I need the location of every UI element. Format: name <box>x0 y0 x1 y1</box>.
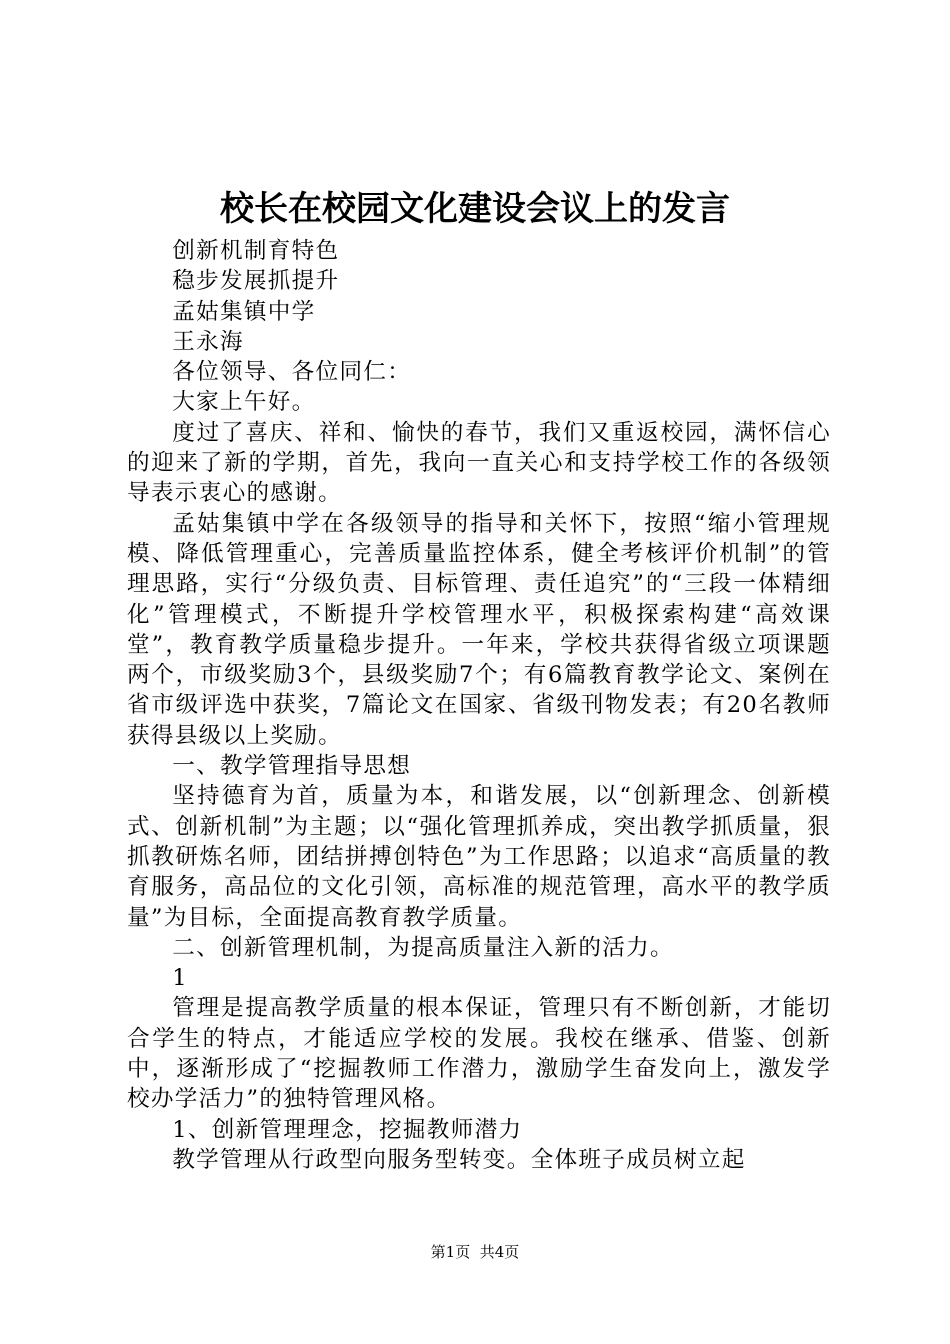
paragraph-service: 教学管理从行政型向服务型转变。全体班子成员树立起 <box>172 1146 746 1173</box>
paragraph-achievements: 孟姑集镇中学在各级领导的指导和关怀下，按照“缩小管理规模、降低管理重心，完善质量监控体系，健全考核评价机制”的管理思路，实行“分级负责、目标管理、责任追究”的“三段一体精细化”管理模式，不断提升学校管理水平，积极探索构建“高效课堂”，教育教学质量稳步提升。一年来，学校共获得省级立项课题两个，市级奖励3个，县级奖励7个；有6篇教育教学论文、案例在省市级评选中获奖，7篇论文在国家、省级刊物发表；有20名教师获得县级以上奖励。 <box>127 510 831 749</box>
paragraph-guiding-ideas: 坚持德育为首，质量为本，和谐发展，以“创新理念、创新模式、创新机制”为主题；以“强化管理抓养成，突出教学抓质量，狠抓教研炼名师，团结拼搏创特色”为工作思路；以追求“高质量的教育服务，高品位的文化引领，高标准的规范管理，高水平的教学质量”为目标，全面提高教育教学质量。 <box>127 783 831 931</box>
footer-gap <box>470 1243 480 1261</box>
document-title: 校长在校园文化建设会议上的发言 <box>220 189 730 229</box>
stray-number: 1 <box>172 965 188 992</box>
school-name: 孟姑集镇中学 <box>172 298 316 325</box>
subsection-heading-1: 1、创新管理理念，挖掘教师潜力 <box>172 1116 523 1143</box>
subtitle-line-1: 创新机制育特色 <box>172 238 340 264</box>
document-body <box>127 236 831 1175</box>
section-heading-2: 二、创新管理机制，为提高质量注入新的活力。 <box>172 934 674 961</box>
page-number: 第1页 <box>430 1243 471 1261</box>
page-footer <box>0 1242 950 1262</box>
paragraph-intro: 度过了喜庆、祥和、愉快的春节，我们又重返校园，满怀信心的迎来了新的学期，首先，我向一直关心和支持学校工作的各级领导表示衷心的感谢。 <box>127 419 831 507</box>
section-heading-1: 一、教学管理指导思想 <box>172 753 412 780</box>
subtitle-line-2: 稳步发展抓提升 <box>172 268 340 295</box>
greeting: 大家上午好。 <box>172 389 316 416</box>
salutation: 各位领导、各位同仁： <box>172 359 412 386</box>
author-name: 王永海 <box>172 328 244 355</box>
page-total: 共4页 <box>479 1243 520 1261</box>
paragraph-management: 管理是提高教学质量的根本保证，管理只有不断创新，才能切合学生的特点，才能适应学校的发展。我校在继承、借鉴、创新中，逐渐形成了“挖掘教师工作潜力，激励学生奋发向上，激发学校办学活力”的独特管理风格。 <box>127 995 831 1113</box>
